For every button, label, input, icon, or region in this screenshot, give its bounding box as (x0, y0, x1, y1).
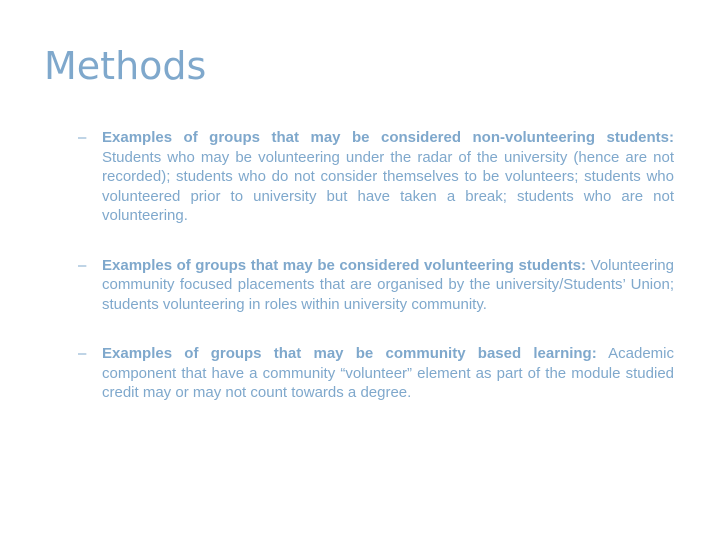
slide-title: Methods (44, 44, 207, 88)
bullet-body: Volunteering community focused placements that are organised by the university/Students’ Union; students volunteering in roles within university community. (102, 256, 674, 313)
bullet-item (78, 344, 674, 403)
bullet-dash: – (78, 256, 87, 274)
bullet-lead: Examples of groups that may be community based learning: (102, 345, 597, 362)
bullet-item (78, 256, 674, 315)
bullet-dash: – (78, 345, 87, 362)
bullet-dash: – (78, 129, 87, 146)
bullet-body: Students who may be volunteering under the radar of the university (hence are not recorded); students who do not consider themselves to be volunteers; students who volunteered prior to university but have taken a break; students who are not volunteering. (102, 148, 674, 224)
bullet-list (78, 128, 674, 433)
bullet-lead: Examples of groups that may be considered volunteering students: (102, 256, 587, 274)
bullet-lead: Examples of groups that may be considered non-volunteering students: (102, 129, 674, 146)
bullet-item (78, 128, 674, 226)
bullet-body: Academic component that have a community “volunteer” element as part of the module studied credit may or may not count towards a degree. (102, 345, 674, 401)
